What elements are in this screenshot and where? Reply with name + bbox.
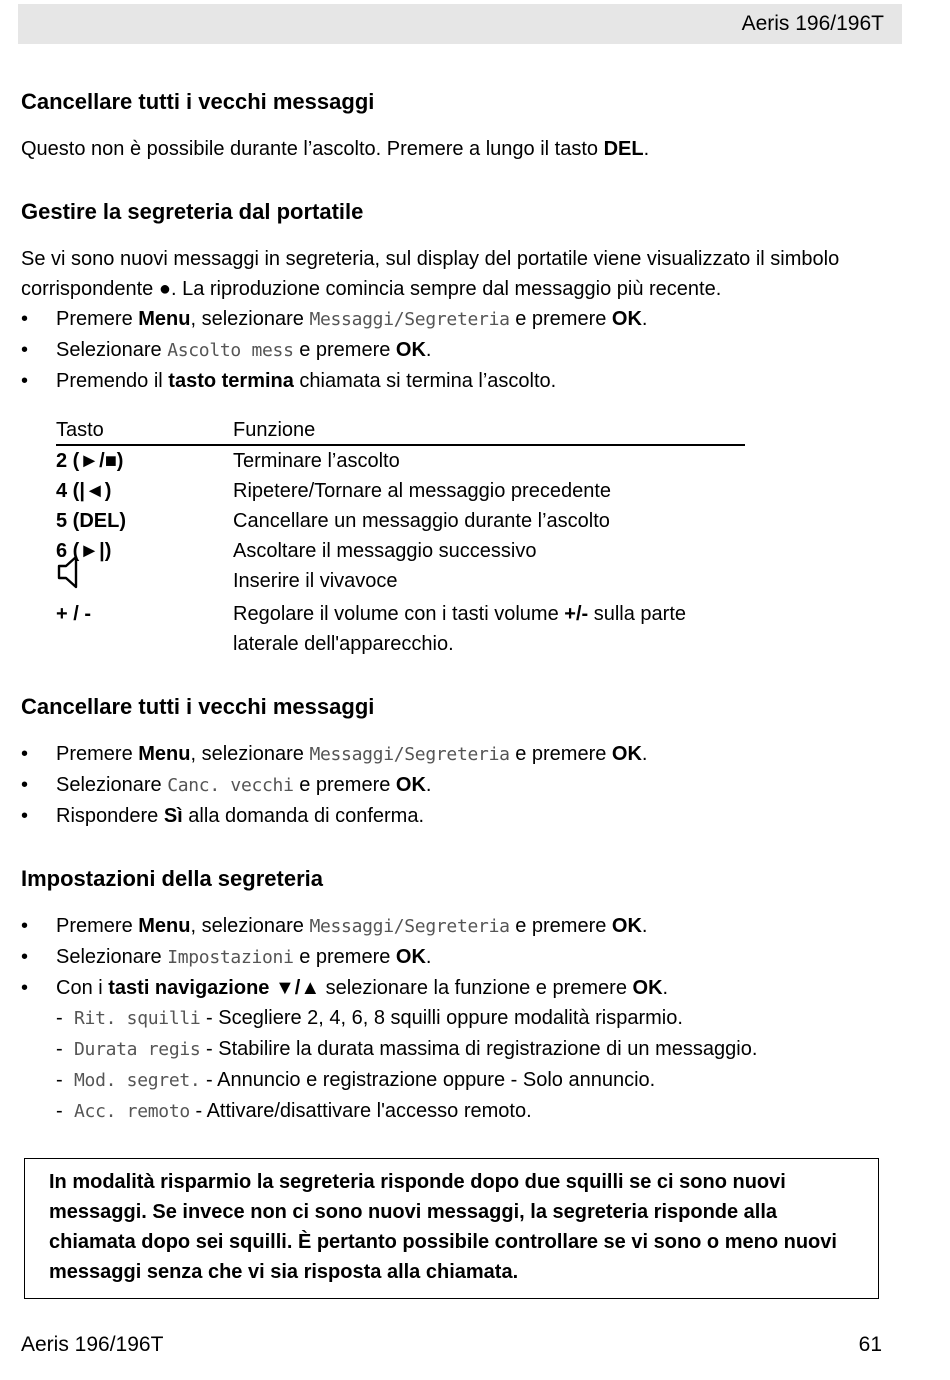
table-row: 6 (►|) Ascoltare il messaggio successivo bbox=[56, 540, 537, 562]
footer-model: Aeris 196/196T bbox=[21, 1333, 164, 1356]
section-title-delete-old: Cancellare tutti i vecchi messaggi bbox=[21, 89, 375, 114]
list-item: • Selezionare Canc. vecchi e premere OK. bbox=[21, 770, 901, 801]
table-row: 2 (►/■) Terminare l’ascolto bbox=[56, 450, 400, 472]
list-item: - Acc. remoto - Attivare/disattivare l'accesso remoto. bbox=[56, 1100, 532, 1122]
list-item: • Con i tasti navigazione ▼/▲ selezionare la funzione e premere OK. bbox=[21, 973, 901, 1003]
table-row: + / - Regolare il volume con i tasti volume +/- sulla parte laterale dell'apparecchio. bbox=[56, 603, 687, 655]
list-item: • Premendo il tasto termina chiamata si termina l’ascolto. bbox=[21, 366, 901, 396]
column-header-function: Funzione bbox=[233, 416, 745, 445]
page-number: 61 bbox=[858, 1333, 882, 1356]
column-header-key: Tasto bbox=[56, 416, 233, 445]
list-item: • Selezionare Ascolto mess e premere OK. bbox=[21, 335, 901, 366]
table-row: 4 (|◄) Ripetere/Tornare al messaggio precedente bbox=[56, 480, 611, 502]
page-header bbox=[18, 4, 902, 44]
list-item: - Mod. segret. - Annuncio e registrazione oppure - Solo annuncio. bbox=[56, 1069, 656, 1091]
delete-old-steps bbox=[21, 739, 901, 831]
table-row: Inserire il vivavoce bbox=[56, 566, 745, 599]
new-message-icon: ● bbox=[158, 278, 171, 300]
section-title-delete-old-2: Cancellare tutti i vecchi messaggi bbox=[21, 694, 375, 719]
settings-options bbox=[21, 1003, 901, 1127]
list-item: • Premere Menu, selezionare Messaggi/Segreteria e premere OK. bbox=[21, 911, 901, 942]
section-title-settings: Impostazioni della segreteria bbox=[21, 866, 323, 891]
manage-steps bbox=[21, 304, 901, 396]
list-item: - Durata regis - Stabilire la durata massima di registrazione di un messaggio. bbox=[56, 1038, 758, 1060]
list-item: • Premere Menu, selezionare Messaggi/Segreteria e premere OK. bbox=[21, 304, 901, 335]
settings-steps bbox=[21, 911, 901, 1003]
header-title: Aeris 196/196T bbox=[741, 12, 884, 35]
list-item: - Rit. squilli - Scegliere 2, 4, 6, 8 squilli oppure modalità risparmio. bbox=[56, 1007, 683, 1029]
note-text: In modalità risparmio la segreteria risponde dopo due squilli se ci sono nuovi messaggi. Se invece non ci sono nuovi messaggi, la segreteria risponde alla chiamata dopo sei squilli. È pertanto possibile controllare se vi sono o meno nuovi messaggi senza che vi sia risposta alla chiamata. bbox=[49, 1171, 837, 1283]
main-content bbox=[21, 82, 901, 1127]
section-title-manage: Gestire la segreteria dal portatile bbox=[21, 199, 364, 224]
speaker-icon bbox=[56, 554, 84, 590]
key-function-table bbox=[56, 416, 745, 659]
list-item: • Rispondere Sì alla domanda di conferma. bbox=[21, 801, 901, 831]
delete-old-text: Questo non è possibile durante l’ascolto. Premere a lungo il tasto DEL. bbox=[21, 138, 650, 160]
manage-paragraph: Se vi sono nuovi messaggi in segreteria, sul display del portatile viene visualizzato il simbolo corrispondente ●. La riproduzione comincia sempre dal messaggio più recente. bbox=[21, 248, 840, 300]
table-row: 5 (DEL) Cancellare un messaggio durante l’ascolto bbox=[56, 510, 610, 532]
note-box bbox=[24, 1158, 879, 1299]
nav-arrows-icon: ▼/▲ bbox=[269, 977, 321, 999]
list-item: • Selezionare Impostazioni e premere OK. bbox=[21, 942, 901, 973]
list-item: • Premere Menu, selezionare Messaggi/Segreteria e premere OK. bbox=[21, 739, 901, 770]
